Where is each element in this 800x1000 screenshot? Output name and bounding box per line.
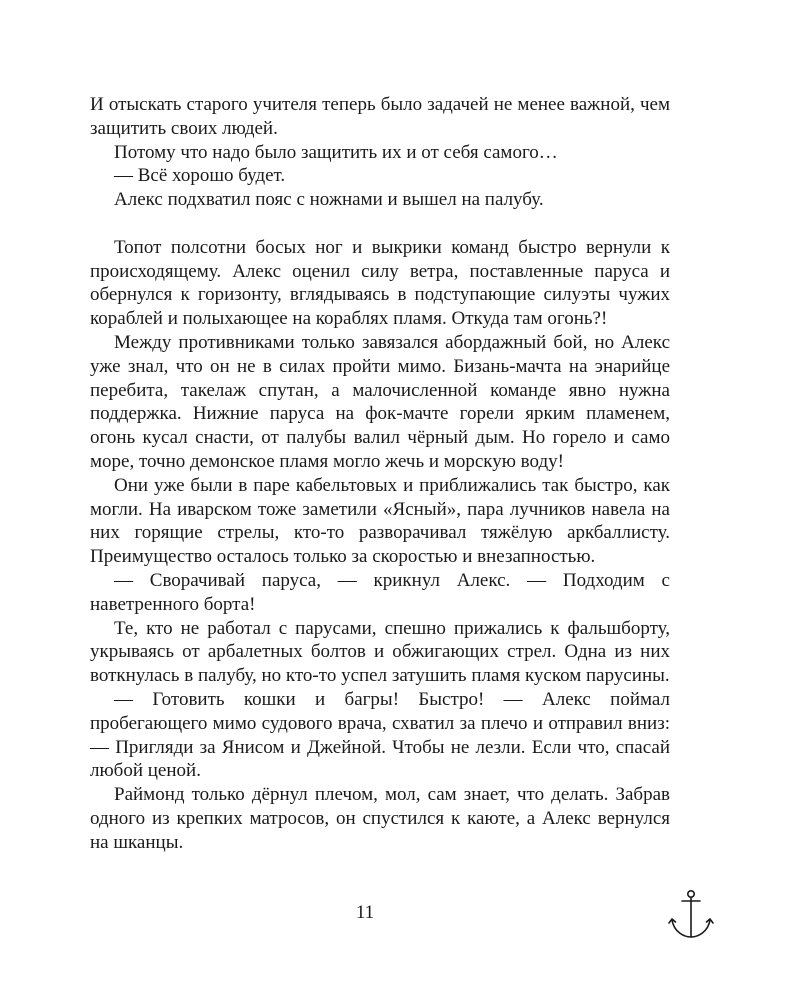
paragraph: — Готовить кошки и багры! Быстро! — Алекс поймал пробегающего мимо судового врача, схватил за плечо и отправил вниз: — Пригляди за Янисом и Джейной. Чтобы не лезли. Если что, спасай любой ценой. (90, 688, 670, 782)
paragraph: Они уже были в паре кабельтовых и приближались так быстро, как могли. На иварском тоже заметили «Ясный», пара лучников навела на них горящие стрелы, кто-то разворачивал тяжёлую аркбаллисту. Преимущество осталось только за скоростью и внезапностью. (90, 474, 670, 568)
paragraph: Раймонд только дёрнул плечом, мол, сам знает, что делать. Забрав одного из крепких матросов, он спустился к каюте, а Алекс вернулся на шканцы. (90, 784, 670, 853)
page-number: 11 (355, 902, 375, 923)
paragraph: Топот полсотни босых ног и выкрики команд быстро вернули к происходящему. Алекс оценил силу ветра, поставленные паруса и обернулся к горизонту, вглядываясь в подступающие силуэты чужих кораблей и полыхающее на кораблях пламя. Откуда там огонь?! (90, 236, 670, 330)
paragraph: — Сворачивай паруса, — крикнул Алекс. — Подходим с наветренного борта! (90, 569, 670, 615)
paragraph: Между противниками только завязался абордажный бой, но Алекс уже знал, что он не в силах пройти мимо. Бизань-мачта на энарийце перебита, такелаж спутан, а малочисленной команде явно нужна поддержка. Нижние паруса на фок-мачте горели ярким пламенем, огонь кусал снасти, от палубы валил чёрный дым. Но горело и само море, точно демонское пламя могло жечь и морскую воду! (90, 331, 670, 472)
paragraph: И отыскать старого учителя теперь было задачей не менее важной, чем защитить своих людей. (90, 94, 670, 139)
paragraph: Те, кто не работал с парусами, спешно прижались к фальшборту, укрываясь от арбалетных болтов и обжигающих стрел. Одна из них воткнулась в палубу, но кто-то успел затушить пламя куском парусины. (90, 617, 670, 687)
paragraph: — Всё хорошо будет. (114, 165, 286, 187)
paragraph: Алекс подхватил пояс с ножнами и вышел на палубу. (114, 189, 544, 211)
paragraph: Потому что надо было защитить их и от себя самого… (114, 141, 558, 163)
anchor-icon (666, 888, 716, 944)
page-body (90, 93, 670, 855)
section-break (90, 212, 670, 236)
